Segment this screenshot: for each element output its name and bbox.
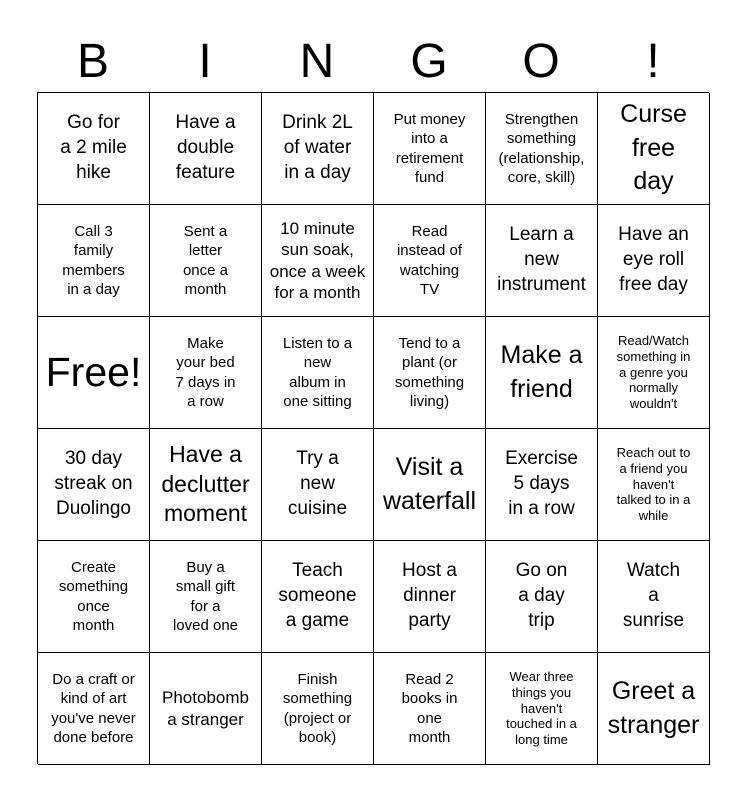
bingo-cell-text: Sent a letter once a month bbox=[182, 222, 229, 298]
bingo-cell-text: Host a dinner party bbox=[402, 560, 457, 631]
bingo-cell-text: Have an eye roll free day bbox=[618, 224, 689, 295]
bingo-cell[interactable] bbox=[262, 317, 374, 429]
bingo-cell-text: Curse free day bbox=[620, 99, 687, 196]
bingo-cell[interactable] bbox=[374, 429, 486, 541]
bingo-cell-text: 30 day streak on Duolingo bbox=[54, 448, 133, 519]
bingo-cell[interactable] bbox=[38, 429, 150, 541]
bingo-cell-text: Watch a sunrise bbox=[622, 560, 685, 631]
bingo-cell-text: Drink 2L of water in a day bbox=[282, 112, 353, 183]
bingo-cell-text: Free! bbox=[45, 348, 142, 395]
bingo-cell[interactable] bbox=[150, 317, 262, 429]
bingo-grid bbox=[37, 92, 709, 764]
bingo-cell[interactable] bbox=[150, 429, 262, 541]
bingo-cell[interactable] bbox=[150, 205, 262, 317]
bingo-cell-text: Strengthen something (relationship, core, skill) bbox=[498, 110, 585, 186]
bingo-cell[interactable] bbox=[38, 653, 150, 765]
bingo-cell-text: Have a declutter moment bbox=[161, 440, 250, 527]
header-letter-b: B bbox=[76, 35, 109, 88]
bingo-cell[interactable] bbox=[486, 205, 598, 317]
bingo-cell[interactable] bbox=[374, 93, 486, 205]
bingo-cell-text: Read/Watch something in a genre you normally wouldn't bbox=[616, 332, 691, 412]
bingo-cell[interactable] bbox=[262, 93, 374, 205]
bingo-cell-text: Read instead of watching TV bbox=[396, 222, 463, 298]
bingo-cell[interactable] bbox=[374, 317, 486, 429]
bingo-cell[interactable] bbox=[486, 653, 598, 765]
bingo-cell[interactable] bbox=[598, 317, 710, 429]
bingo-cell[interactable] bbox=[598, 93, 710, 205]
bingo-cell-free[interactable] bbox=[38, 317, 150, 429]
bingo-cell-text: Go on a day trip bbox=[515, 560, 568, 631]
bingo-cell[interactable] bbox=[598, 653, 710, 765]
bingo-cell[interactable] bbox=[598, 205, 710, 317]
bingo-cell[interactable] bbox=[598, 429, 710, 541]
header-letter-i: I bbox=[198, 35, 212, 88]
bingo-cell-text: 10 minute sun soak, once a week for a month bbox=[269, 219, 366, 302]
bingo-cell[interactable] bbox=[486, 541, 598, 653]
bingo-cell[interactable] bbox=[262, 541, 374, 653]
header-letter-n: N bbox=[299, 35, 335, 88]
bingo-cell-text: Greet a stranger bbox=[607, 676, 700, 739]
bingo-cell-text: Finish something (project or book) bbox=[282, 670, 353, 746]
bingo-cell-text: Visit a waterfall bbox=[382, 452, 477, 515]
bingo-cell[interactable] bbox=[374, 541, 486, 653]
bingo-cell-text: Teach someone a game bbox=[278, 560, 357, 631]
bingo-cell-text: Do a craft or kind of art you've never done before bbox=[51, 670, 136, 746]
bingo-cell-text: Make a friend bbox=[500, 340, 583, 403]
bingo-cell-text: Read 2 books in one month bbox=[401, 670, 458, 746]
bingo-cell[interactable] bbox=[38, 93, 150, 205]
bingo-cell-text: Put money into a retirement fund bbox=[393, 110, 466, 186]
bingo-cell[interactable] bbox=[486, 317, 598, 429]
bingo-cell-text: Try a new cuisine bbox=[287, 448, 348, 519]
header-letter-exclamation: ! bbox=[646, 35, 660, 88]
bingo-cell-text: Go for a 2 mile hike bbox=[60, 112, 127, 183]
bingo-cell-text: Exercise 5 days in a row bbox=[505, 448, 578, 519]
bingo-cell-text: Reach out to a friend you haven't talked to in a while bbox=[616, 444, 691, 524]
bingo-cell-text: Photobomb a stranger bbox=[162, 688, 249, 729]
header-letter-g: G bbox=[410, 35, 448, 88]
bingo-cell[interactable] bbox=[262, 429, 374, 541]
bingo-cell[interactable] bbox=[150, 541, 262, 653]
bingo-cell[interactable] bbox=[486, 429, 598, 541]
bingo-cell[interactable] bbox=[374, 205, 486, 317]
bingo-cell[interactable] bbox=[262, 205, 374, 317]
bingo-cell-text: Listen to a new album in one sitting bbox=[282, 334, 353, 410]
bingo-cell[interactable] bbox=[150, 653, 262, 765]
bingo-cell[interactable] bbox=[262, 653, 374, 765]
bingo-cell[interactable] bbox=[374, 653, 486, 765]
bingo-cell-text: Buy a small gift for a loved one bbox=[172, 558, 239, 634]
bingo-cell[interactable] bbox=[38, 541, 150, 653]
bingo-cell-text: Have a double feature bbox=[175, 112, 236, 183]
bingo-cell-text: Create something once month bbox=[58, 558, 129, 634]
bingo-cell[interactable] bbox=[150, 93, 262, 205]
bingo-header bbox=[37, 30, 709, 94]
bingo-cell-text: Tend to a plant (or something living) bbox=[394, 334, 465, 410]
header-letter-o: O bbox=[522, 35, 560, 88]
bingo-cell-text: Call 3 family members in a day bbox=[62, 222, 125, 298]
bingo-cell-text: Learn a new instrument bbox=[497, 224, 586, 295]
bingo-cell-text: Make your bed 7 days in a row bbox=[175, 334, 236, 410]
bingo-cell-text: Wear three things you haven't touched in a long time bbox=[506, 668, 577, 748]
bingo-cell[interactable] bbox=[486, 93, 598, 205]
bingo-cell[interactable] bbox=[598, 541, 710, 653]
bingo-cell[interactable] bbox=[38, 205, 150, 317]
